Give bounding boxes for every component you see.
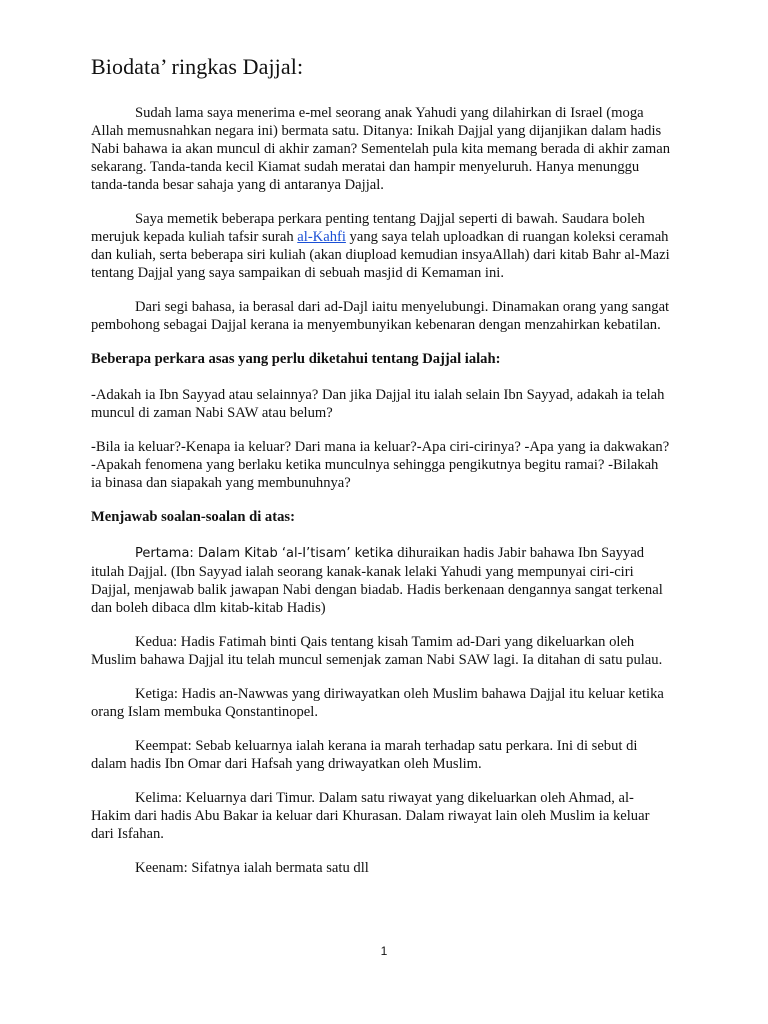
question-ibn-sayyad: -Adakah ia Ibn Sayyad atau selainnya? Dan jika Dajjal itu ialah selain Ibn Sayyad, adakah ia telah muncul di zaman Nabi SAW atau belum? bbox=[91, 387, 665, 421]
paragraph-reference-before: Saya memetik beberapa perkara penting tentang Dajjal seperti di bawah. Saudara boleh merujuk kepada kuliah tafsir surah bbox=[91, 211, 645, 245]
answer-ketiga: Ketiga: Hadis an-Nawwas yang diriwayatkan oleh Muslim bahawa Dajjal itu keluar ketika orang Islam membuka Qonstantinopel. bbox=[91, 686, 664, 720]
answer-pertama-rest: dihuraikan hadis Jabir bahawa Ibn Sayyad itulah Dajjal. (Ibn Sayyad ialah seorang kanak-kanak lelaki Yahudi yang mempunyai ciri-ciri Dajjal, menjawab balik jawapan Nabi dengan biadab. Hadis berkenaan dengannya sangat terkenal dan boleh dibaca dlm kitab-kitab Hadis) bbox=[91, 545, 663, 616]
paragraph-reference-after: yang saya telah uploadkan di ruangan koleksi ceramah dan kuliah, serta beberapa siri kuliah (akan diupload kemudian insyaAllah) dari kitab Bahr al-Mazi tentang Dajjal yang saya sampaikan di sebuah masjid di Kemaman ini. bbox=[91, 229, 670, 281]
section-heading-basics: Beberapa perkara asas yang perlu diketahui tentang Dajjal ialah: bbox=[91, 351, 501, 367]
answer-keenam: Keenam: Sifatnya ialah bermata satu dll bbox=[135, 860, 369, 876]
paragraph-reference bbox=[91, 210, 671, 282]
page-number: 1 bbox=[380, 944, 388, 958]
answer-keempat: Keempat: Sebab keluarnya ialah kerana ia marah terhadap satu perkara. Ini di sebut di dalam hadis Ibn Omar dari Hafsah yang driwayatkan oleh Muslim. bbox=[91, 738, 638, 772]
document-body bbox=[91, 54, 671, 893]
question-list: -Bila ia keluar?-Kenapa ia keluar? Dari mana ia keluar?-Apa ciri-cirinya? -Apa yang ia dakwakan? -Apakah fenomena yang berlaku ketika munculnya sehingga pengikutnya begitu ramai? -Bilakah ia binasa dan siapakah yang membunuhnya? bbox=[91, 439, 670, 491]
page-title: Biodata’ ringkas Dajjal: bbox=[91, 54, 304, 79]
paragraph-intro: Sudah lama saya menerima e-mel seorang anak Yahudi yang dilahirkan di Israel (moga Allah memusnahkan negara ini) bermata satu. Ditanya: Inikah Dajjal yang dijanjikan dalam hadis Nabi bahawa ia akan muncul di akhir zaman? Sementelah pula kita memang berada di akhir zaman sekarang. Tanda-tanda kecil Kiamat sudah meratai dan hampir menyeluruh. Hanya menunggu tanda-tanda besar sahaja yang di antaranya Dajjal. bbox=[91, 105, 671, 193]
paragraph-definition: Dari segi bahasa, ia berasal dari ad-Dajl iaitu menyelubungi. Dinamakan orang yang sangat pembohong sebagai Dajjal kerana ia menyembunyikan kebenaran dengan menzahirkan kebatilan. bbox=[91, 299, 670, 333]
al-kahfi-link[interactable]: al-Kahfi bbox=[297, 229, 346, 245]
section-heading-answers: Menjawab soalan-soalan di atas: bbox=[91, 509, 295, 525]
answer-kelima: Kelima: Keluarnya dari Timur. Dalam satu riwayat yang dikeluarkan oleh Ahmad, al-Hakim dari hadis Abu Bakar ia keluar dari Khurasan. Dalam riwayat lain oleh Muslim ia keluar dari Isfahan. bbox=[91, 790, 650, 842]
answer-pertama bbox=[91, 544, 671, 617]
answer-kedua: Kedua: Hadis Fatimah binti Qais tentang kisah Tamim ad-Dari yang dikeluarkan oleh Muslim bahawa Dajjal itu telah muncul semenjak zaman Nabi SAW lagi. Ia ditahan di satu pulau. bbox=[91, 634, 663, 668]
answer-pertama-sans: Pertama: Dalam Kitab ‘al-I’tisam’ ketika bbox=[135, 546, 394, 561]
